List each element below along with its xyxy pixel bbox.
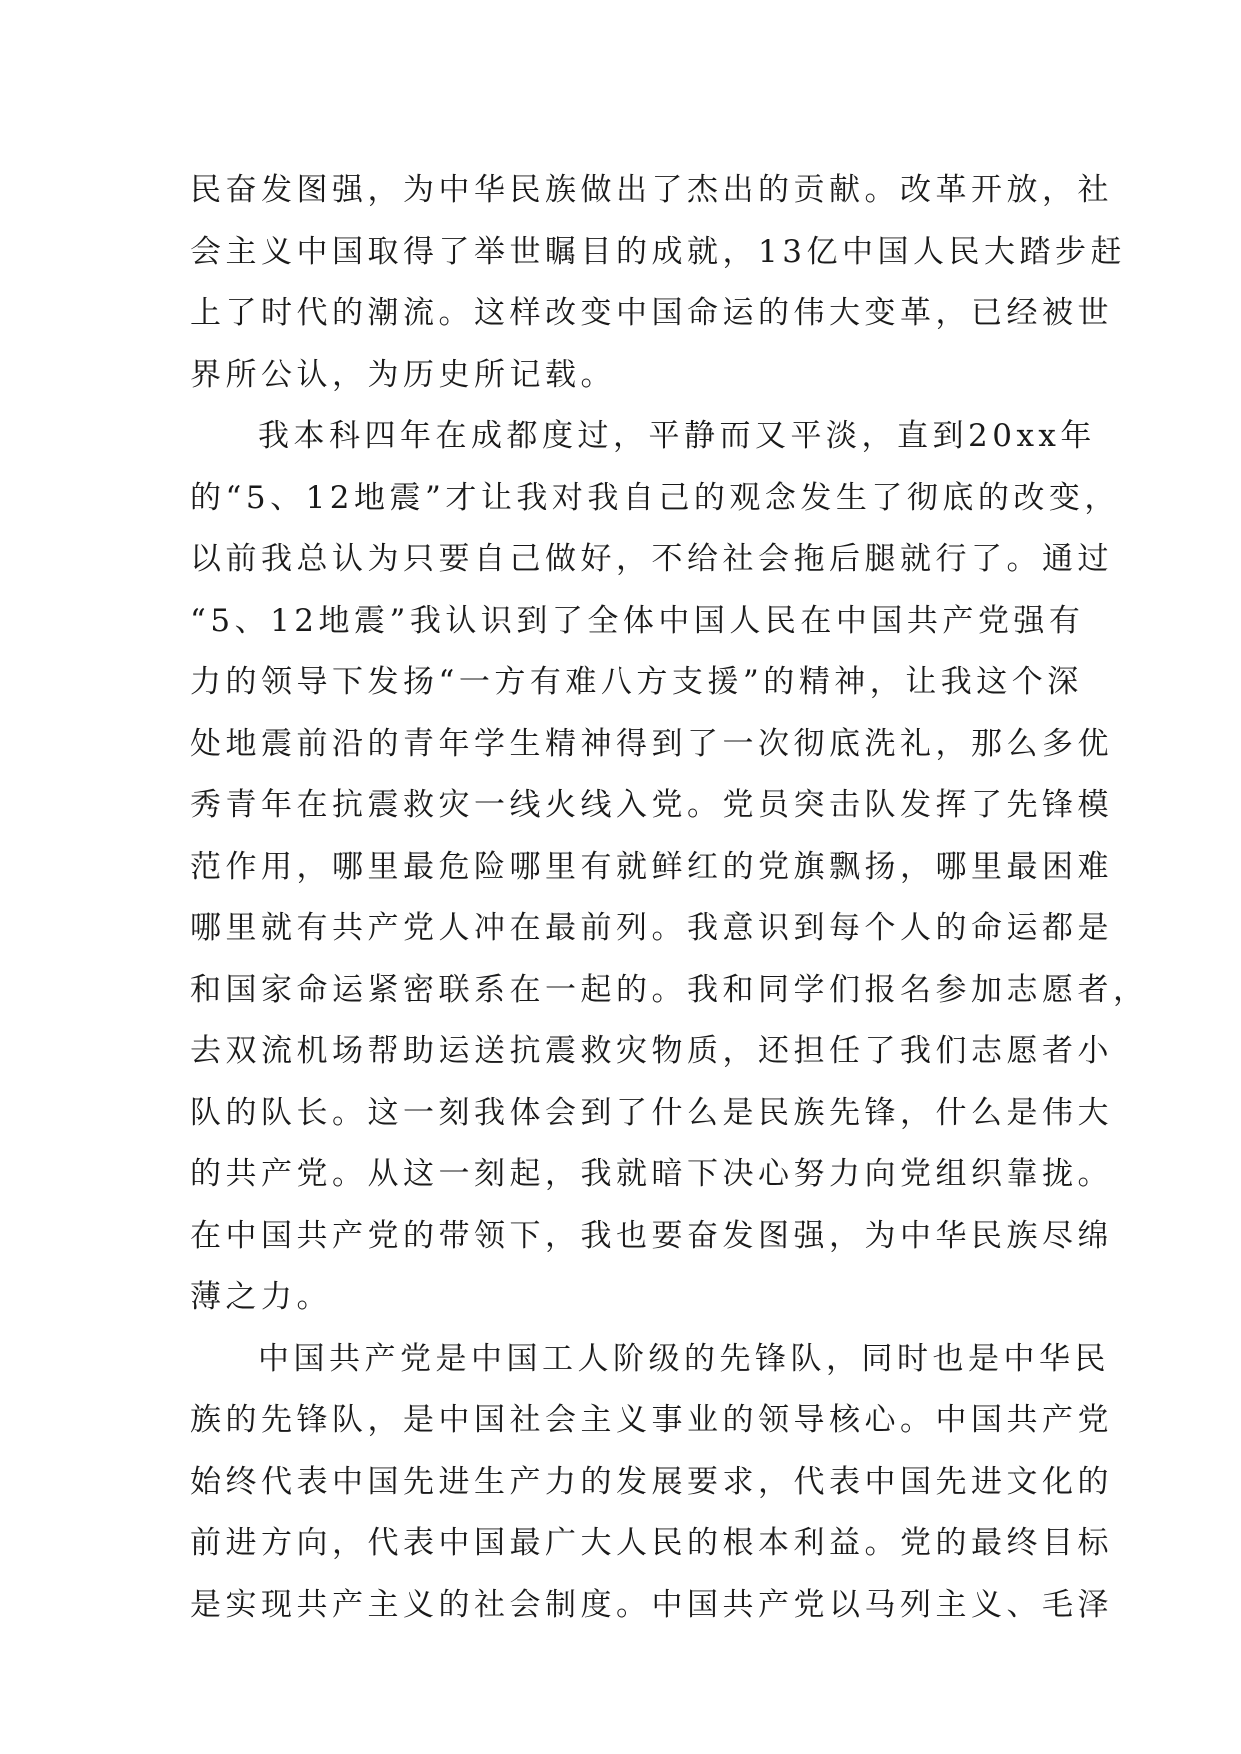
text-line: 中国共产党是中国工人阶级的先锋队，同时也是中华民 (258, 1340, 1110, 1377)
text-line: 处地震前沿的青年学生精神得到了一次彻底洗礼，那么多优 (190, 725, 1113, 762)
text-line: 秀青年在抗震救灾一线火线入党。党员突击队发挥了先锋模 (190, 787, 1113, 823)
text-line: 哪里就有共产党人冲在最前列。我意识到每个人的命运都是 (190, 910, 1113, 946)
text-line: 始终代表中国先进生产力的发展要求，代表中国先进文化的 (190, 1463, 1113, 1500)
text-line: 界所公认，为历史所记载。 (190, 356, 616, 393)
text-line: 去双流机场帮助运送抗震救灾物质，还担任了我们志愿者小 (190, 1033, 1113, 1069)
text-line: 族的先锋队，是中国社会主义事业的领导核心。中国共产党 (190, 1402, 1113, 1438)
text-line: 在中国共产党的带领下，我也要奋发图强，为中华民族尽绵 (190, 1217, 1113, 1254)
text-line: 会主义中国取得了举世瞩目的成就，13亿中国人民大踏步赶 (190, 233, 1126, 270)
text-line: 力的领导下发扬“一方有难八方支援”的精神，让我这个深 (190, 664, 1083, 700)
text-line: 我本科四年在成都度过，平静而又平淡，直到20xx年 (258, 418, 1096, 454)
text-line: 薄之力。 (190, 1279, 332, 1315)
text-line: “5、12地震”我认识到了全体中国人民在中国共产党强有 (190, 602, 1085, 639)
text-line: 民奋发图强，为中华民族做出了杰出的贡献。改革开放，社 (190, 172, 1113, 208)
text-line: 和国家命运紧密联系在一起的。我和同学们报名参加志愿者， (190, 971, 1149, 1008)
text-line: 队的队长。这一刻我体会到了什么是民族先锋，什么是伟大 (190, 1094, 1113, 1131)
body-text (190, 160, 1149, 1636)
text-line: 的共产党。从这一刻起，我就暗下决心努力向党组织靠拢。 (190, 1156, 1113, 1192)
text-line: 是实现共产主义的社会制度。中国共产党以马列主义、毛泽 (190, 1586, 1113, 1623)
text-line: 以前我总认为只要自己做好，不给社会拖后腿就行了。通过 (190, 541, 1113, 577)
text-line: 前进方向，代表中国最广大人民的根本利益。党的最终目标 (190, 1525, 1113, 1561)
text-line: 上了时代的潮流。这样改变中国命运的伟大变革，已经被世 (190, 295, 1113, 331)
text-line: 范作用，哪里最危险哪里有就鲜红的党旗飘扬，哪里最困难 (190, 848, 1113, 885)
text-line: 的“5、12地震”才让我对我自己的观念发生了彻底的改变， (190, 479, 1120, 516)
